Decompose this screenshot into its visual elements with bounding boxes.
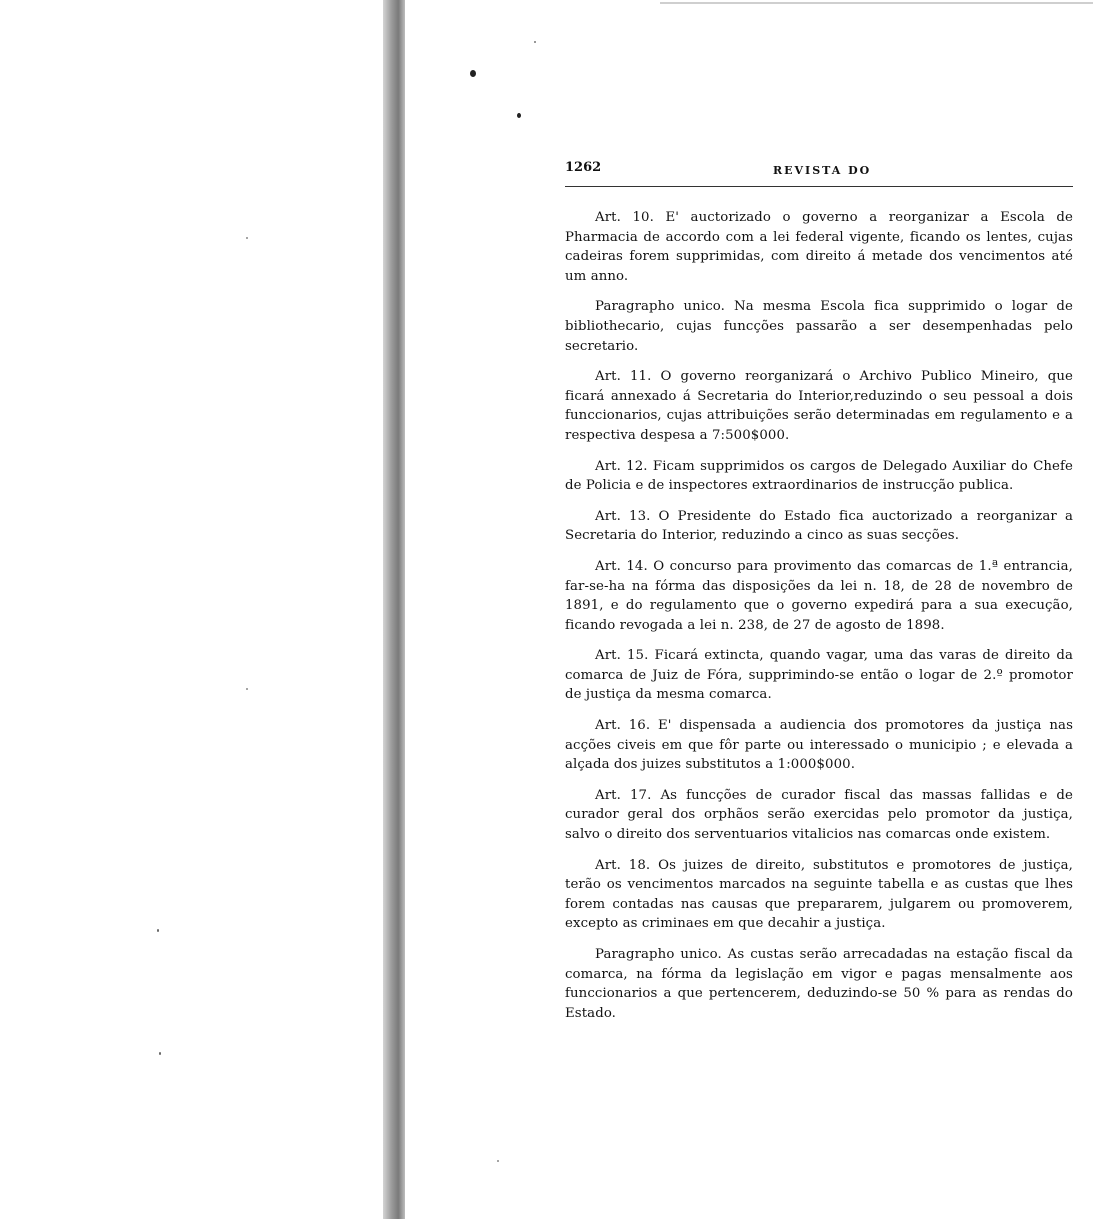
article-18-paragraph: Paragrapho unico. As custas serão arrecadadas na estação fiscal da comarca, na fórma da legislação em vigor e pagas mensalmente aos funccionarios a que pertencerem, deduzindo-se 50 % para as rendas do Estado. (565, 947, 1073, 1021)
ink-speck (534, 41, 536, 43)
article-16: Art. 16. E' dispensada a audiencia dos promotores da justiça nas acções civeis em que fôr parte ou interessado o municipio ; e elevada a alçada dos juizes substitutos a 1:000$000. (565, 718, 1073, 773)
article-12: Art. 12. Ficam supprimidos os cargos de Delegado Auxiliar do Chefe de Policia e de inspectores extraordinarios de instrucção publica. (565, 458, 1073, 494)
article-10: Art. 10. E' auctorizado o governo a reorganizar a Escola de Pharmacia de accordo com a lei federal vigente, ficando os lentes, cujas cadeiras forem supprimidas, com direito á metade dos vencimentos até um anno. (565, 210, 1073, 284)
article-15: Art. 15. Ficará extincta, quando vagar, uma das varas de direito da comarca de Juiz de Fóra, supprimindo-se então o logar de 2.º promotor de justiça da mesma comarca. (565, 648, 1073, 703)
book-gutter-shadow (383, 0, 405, 1219)
article-14: Art. 14. O concurso para provimento das comarcas de 1.ª entrancia, far-se-ha na fórma das disposições da lei n. 18, de 28 de novembro de 1891, e do regulamento que o governo expedirá para a sua execução, ficando revogada a lei n. 238, de 27 de agosto de 1898. (565, 558, 1073, 633)
top-edge-line (660, 2, 1093, 4)
header-rule (565, 186, 1073, 187)
article-17: Art. 17. As funcções de curador fiscal das massas fallidas e de curador geral dos orphãos serão exercidas pelo promotor da justiça, salvo o direito dos serventuarios vitalicios nas comarcas onde existem. (565, 787, 1073, 843)
running-title: REVISTA DO (773, 164, 872, 177)
ink-speck (497, 1160, 499, 1162)
body-text (565, 208, 1073, 1034)
article-13: Art. 13. O Presidente do Estado fica auctorizado a reorganizar a Secretaria do Interior, reduzindo a cinco as suas secções. (565, 508, 1073, 544)
ink-speck (470, 70, 476, 77)
ink-speck (246, 237, 248, 239)
ink-speck (517, 113, 521, 118)
ink-speck (246, 688, 248, 690)
article-11: Art. 11. O governo reorganizará o Archivo Publico Mineiro, que ficará annexado á Secretaria do Interior,reduzindo o seu pessoal a dois funccionarios, cujas attribuições serão determinadas em regulamento e a respectiva despesa a 7:500$000. (565, 369, 1073, 443)
ink-speck (159, 1052, 161, 1055)
article-18: Art. 18. Os juizes de direito, substitutos e promotores de justiça, terão os vencimentos marcados na seguinte tabella e as custas que lhes forem contadas nas causas que prepararem, julgarem ou promoverem, excepto as criminaes em que decahir a justiça. (565, 857, 1073, 932)
blank-left-page (0, 0, 383, 1219)
ink-speck (157, 929, 159, 932)
page-header (565, 160, 1073, 182)
article-10-paragraph: Paragrapho unico. Na mesma Escola fica supprimido o logar de bibliothecario, cujas funcções passarão a ser desempenhadas pelo secretario. (565, 299, 1073, 354)
page-number: 1262 (565, 160, 602, 175)
